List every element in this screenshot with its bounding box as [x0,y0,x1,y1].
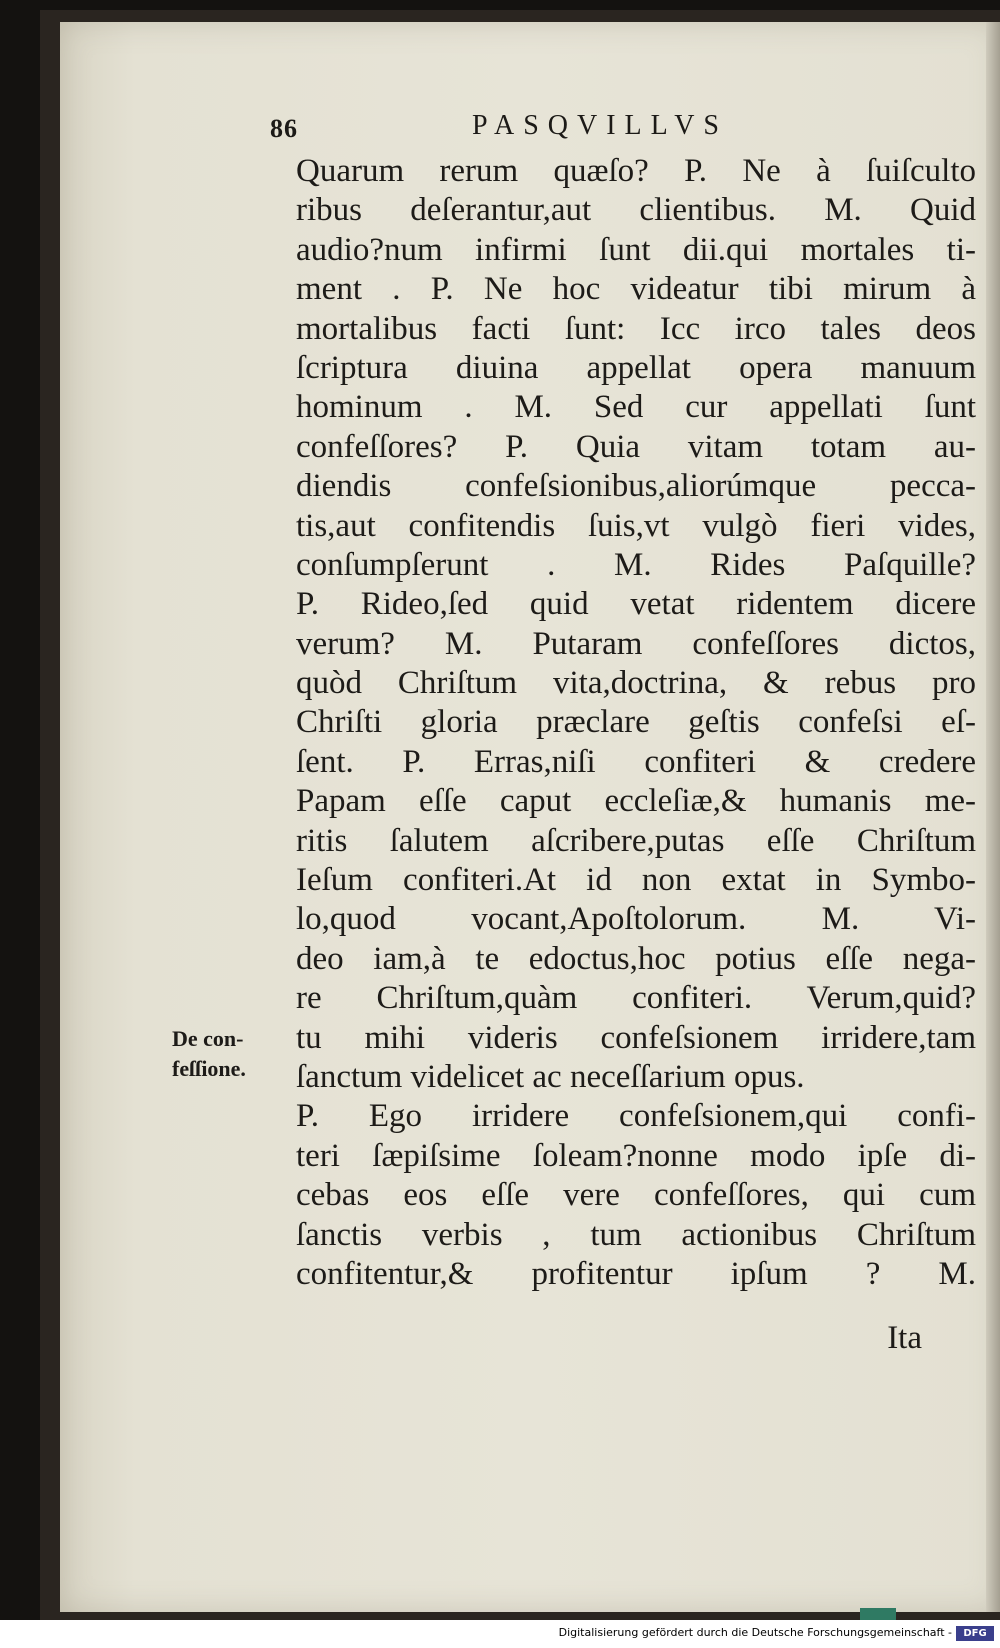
body-text [296,152,976,1294]
text-line: quòd Chriſtum vita,doctrina, & rebus pro [296,665,976,702]
marginal-note [172,1024,246,1084]
text-line: confitentur,& profitentur ipſum ? M. [296,1255,976,1292]
text-line: teri ſæpiſsime ſoleam?nonne modo ipſe di- [296,1137,976,1174]
text-line: deo iam,à te edoctus,hoc potius eſſe nega- [296,940,976,977]
text-line: P. Rideo,ſed quid vetat ridentem dicere [296,586,976,623]
text-line: audio?num infirmi ſunt dii.qui mortales ti- [296,231,976,268]
text-line: ſcriptura diuina appellat opera manuum [296,349,976,386]
text-line: confeſſores? P. Quia vitam totam au- [296,428,976,465]
text-line: re Chriſtum,quàm confiteri. Verum,quid? [296,980,976,1017]
text-line: hominum . M. Sed cur appellati ſunt [296,389,976,426]
text-line: ritis ſalutem aſcribere,putas eſſe Chriſtum [296,822,976,859]
running-title: PASQVILLVS [472,110,728,141]
text-line: Ieſum confiteri.At id non extat in Symbo- [296,862,976,899]
marginal-note-line-2: feſſione. [172,1056,246,1081]
text-line: conſumpſerunt . M. Rides Paſquille? [296,546,976,583]
text-line: Papam eſſe caput eccleſiæ,& humanis me- [296,783,976,820]
catchword: Ita [887,1320,922,1356]
text-line: Chriſti gloria præclare geſtis confeſsi eſ- [296,704,976,741]
text-line: cebas eos eſſe vere confeſſores, qui cum [296,1177,976,1214]
text-line: ſent. P. Erras,niſi confiteri & credere [296,743,976,780]
footer-bar [0,1620,1000,1648]
page-gutter [986,22,1000,1612]
text-line: lo,quod vocant,Apoſtolorum. M. Vi- [296,901,976,938]
text-line: ribus deſerantur,aut clientibus. M. Quid [296,192,976,229]
funding-notice: Digitalisierung gefördert durch die Deutsche Forschungsgemeinschaft - [558,1626,952,1639]
text-line: Quarum rerum quæſo? P. Ne à ſuiſculto [296,153,976,189]
text-line: verum? M. Putaram confeſſores dictos, [296,625,976,662]
marginal-note-line-1: De con- [172,1026,244,1051]
running-head [210,108,930,148]
text-line: ment . P. Ne hoc videatur tibi mirum à [296,271,976,308]
text-line: ſanctum videlicet ac neceſſarium opus. [296,1058,805,1095]
text-line: tis,aut confitendis ſuis,vt vulgò fieri vides, [296,507,976,544]
text-line: ſanctis verbis , tum actionibus Chriſtum [296,1216,976,1253]
dfg-logo: DFG [956,1626,994,1641]
text-line: P. Ego irridere confeſsionem,qui confi- [296,1098,976,1135]
text-line: diendis confeſsionibus,aliorúmque pecca- [296,468,976,505]
page-number: 86 [270,114,298,143]
text-line: mortalibus facti ſunt: Icc irco tales deos [296,310,976,347]
text-line: tu mihi videris confeſsionem irridere,tam [296,1019,976,1056]
